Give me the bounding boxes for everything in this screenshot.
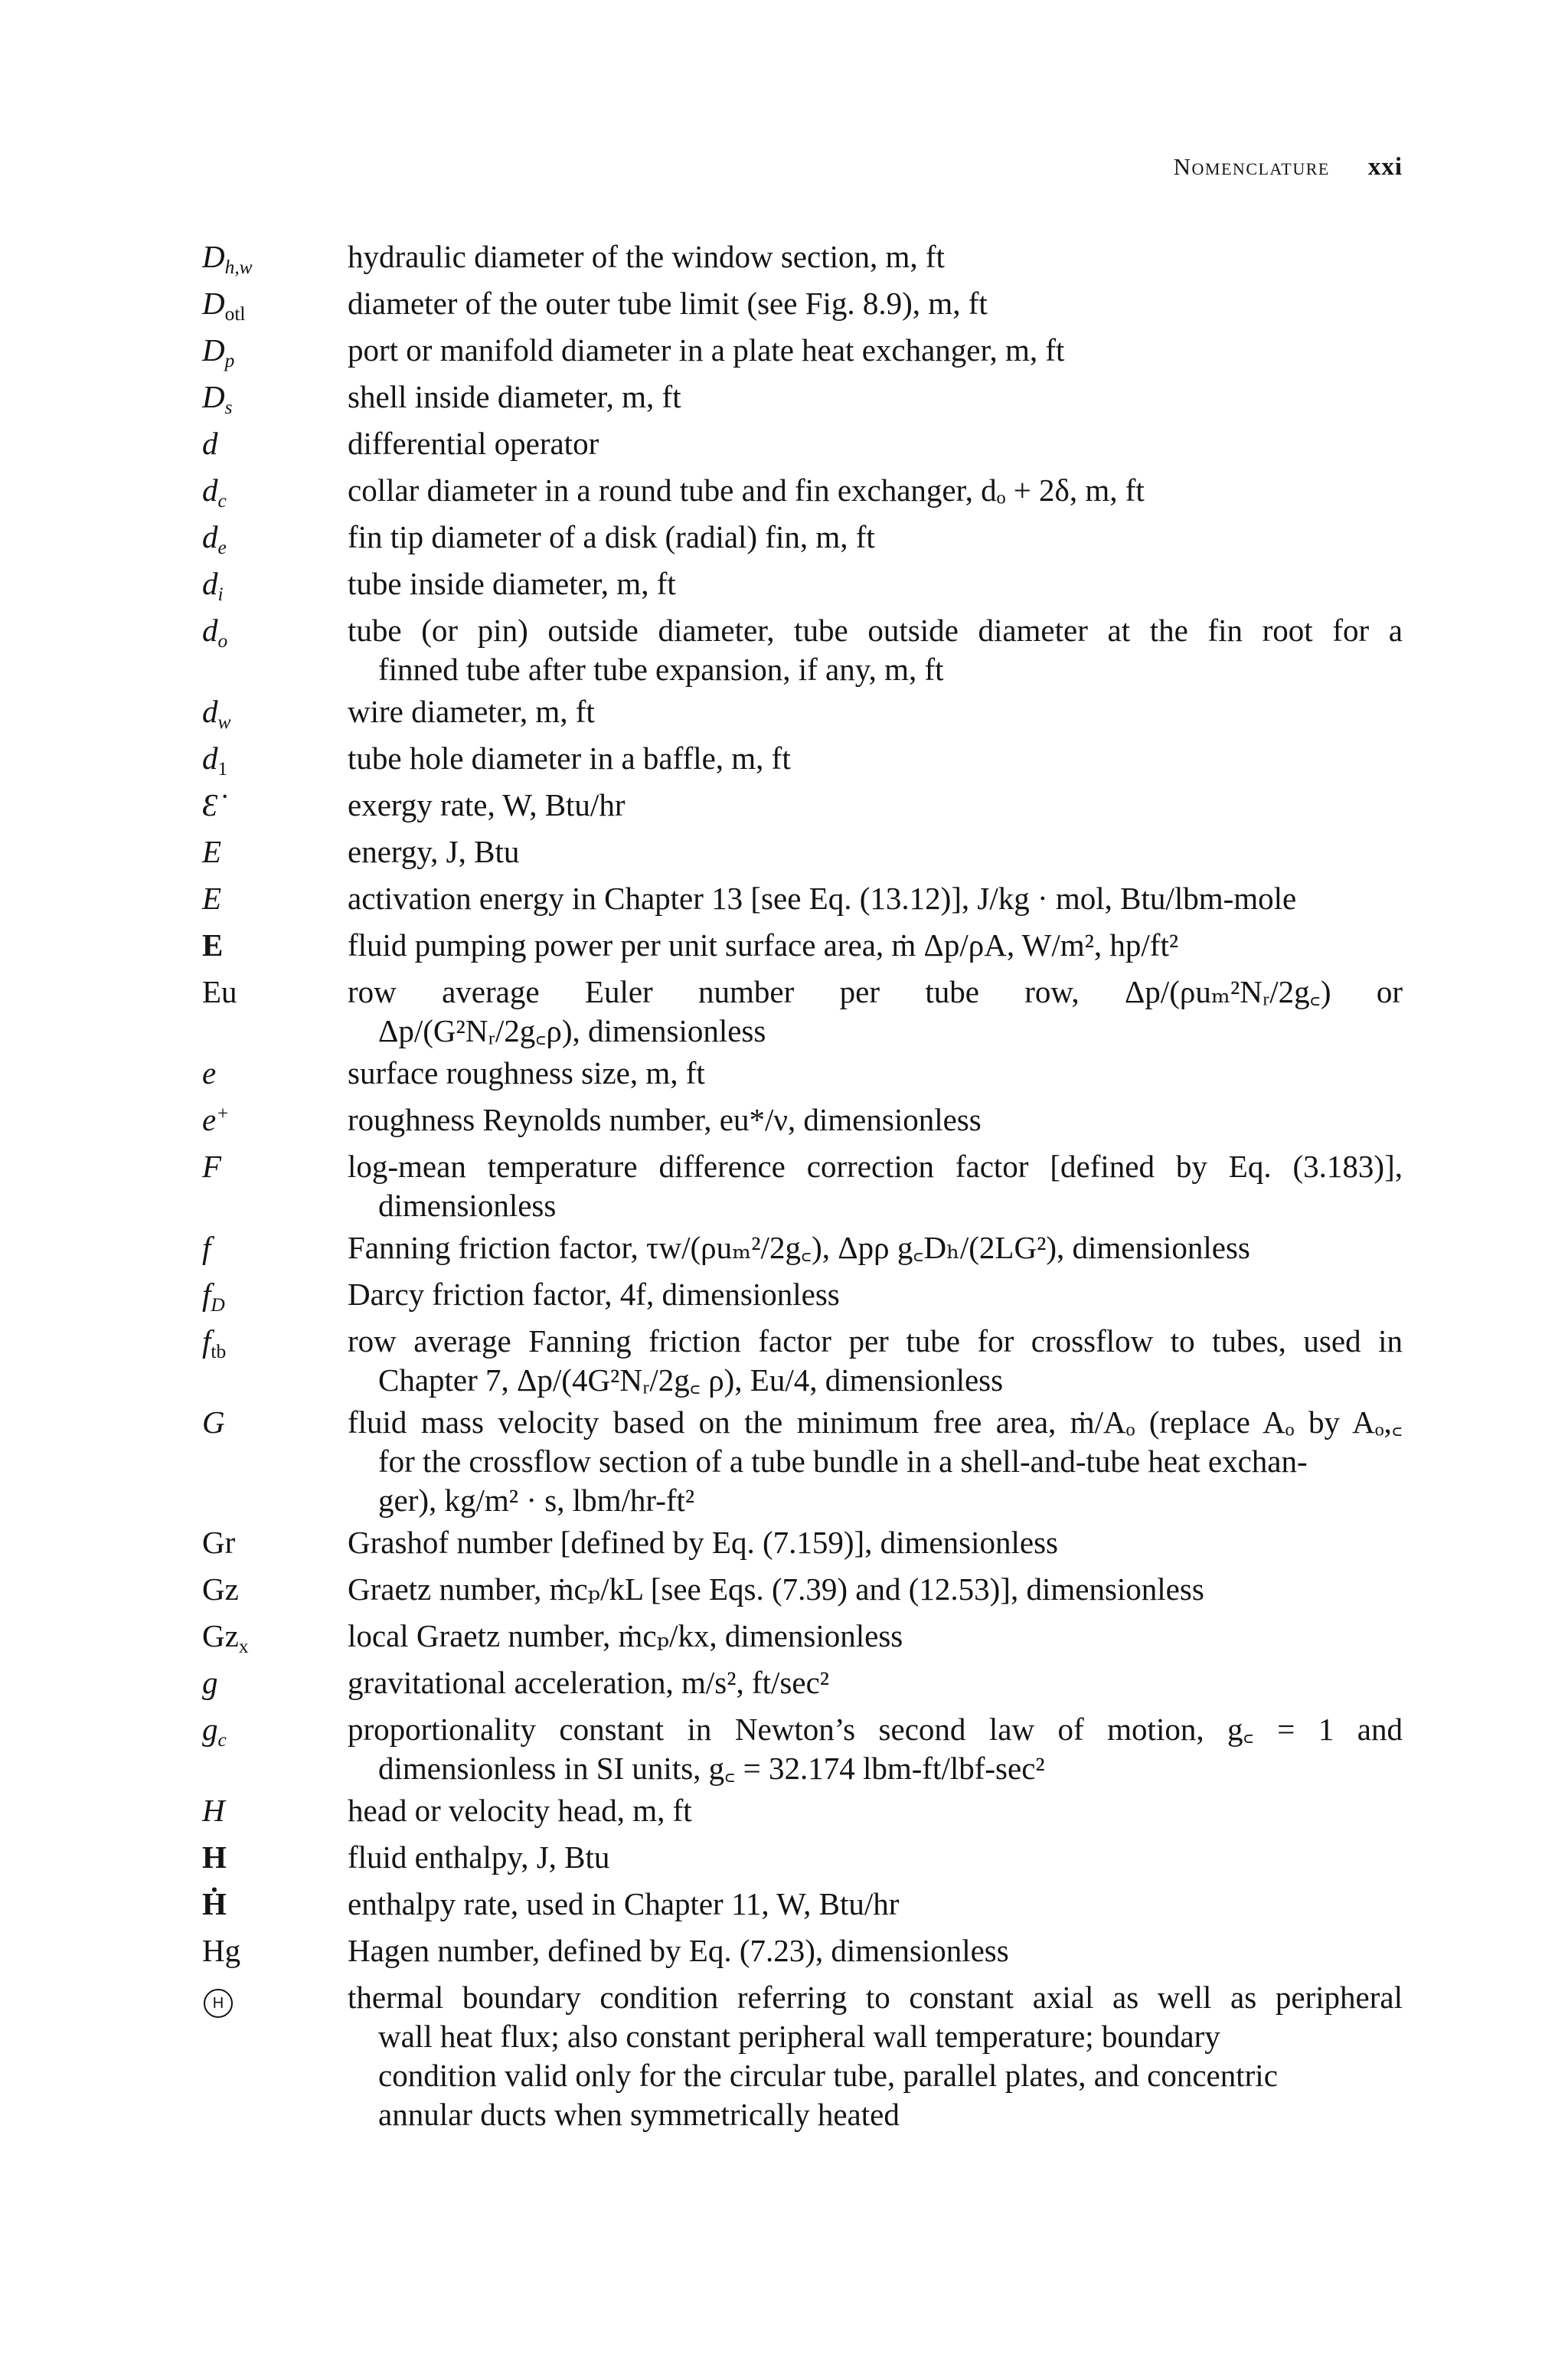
symbol-subscript: p xyxy=(224,350,235,372)
symbol-subscript: s xyxy=(224,397,233,419)
nomenclature-entry xyxy=(202,1051,1403,1097)
entry-symbol xyxy=(202,1520,348,1562)
entry-symbol xyxy=(202,468,348,510)
entry-definition xyxy=(348,1614,1403,1656)
nomenclature-entry xyxy=(202,1975,1403,2134)
nomenclature-entry xyxy=(202,1319,1403,1400)
entry-symbol xyxy=(202,1660,348,1702)
symbol-base: d xyxy=(202,613,218,648)
definition-line: proportionality constant in Newton’s second law of motion, g꜀ = 1 and xyxy=(348,1712,1403,1747)
definition-line: Graetz number, ṁcₚ/kL [see Eqs. (7.39) and (12.53)], dimensionless xyxy=(348,1571,1204,1607)
definition-line: fin tip diameter of a disk (radial) fin, m, ft xyxy=(348,519,875,554)
entry-definition xyxy=(348,374,1403,417)
nomenclature-entry xyxy=(202,1272,1403,1319)
entry-symbol xyxy=(202,608,348,650)
entry-definition xyxy=(348,783,1403,825)
definition-line: port or manifold diameter in a plate heat exchanger, m, ft xyxy=(348,332,1065,368)
entry-definition xyxy=(348,281,1403,323)
definition-line: Hagen number, defined by Eq. (7.23), dimensionless xyxy=(348,1933,1009,1968)
symbol-subscript: i xyxy=(217,584,224,606)
entry-symbol xyxy=(202,736,348,778)
entry-symbol xyxy=(202,1400,348,1442)
symbol-base: e xyxy=(202,1055,217,1091)
symbol-base: d xyxy=(202,694,218,729)
nomenclature-entry xyxy=(202,515,1403,561)
entry-definition xyxy=(348,1144,1403,1225)
symbol-base: G xyxy=(202,1404,225,1440)
entry-definition xyxy=(348,1400,1403,1520)
entry-definition xyxy=(348,1272,1403,1314)
definition-line: tube inside diameter, m, ft xyxy=(348,566,676,601)
symbol-base: Eu xyxy=(202,974,237,1009)
entry-definition xyxy=(348,234,1403,276)
entry-symbol xyxy=(202,1707,348,1749)
definition-line: local Graetz number, ṁcₚ/kx, dimensionless xyxy=(348,1618,903,1653)
entry-symbol xyxy=(202,374,348,417)
nomenclature-entry xyxy=(202,1144,1403,1225)
symbol-subscript: otl xyxy=(224,303,246,325)
symbol-subscript: 1 xyxy=(217,758,228,780)
entry-symbol xyxy=(202,1272,348,1314)
definition-line: enthalpy rate, used in Chapter 11, W, Btu/hr xyxy=(348,1886,900,1921)
symbol-base: H xyxy=(202,1839,227,1875)
entry-definition xyxy=(348,970,1403,1051)
symbol-base: F xyxy=(202,1149,222,1184)
nomenclature-entry xyxy=(202,1660,1403,1707)
entry-definition xyxy=(348,829,1403,871)
entry-symbol xyxy=(202,783,348,825)
symbol-base: Gz xyxy=(202,1571,239,1607)
entry-definition xyxy=(348,1788,1403,1830)
nomenclature-entry xyxy=(202,1882,1403,1928)
entry-definition xyxy=(348,1707,1403,1788)
entry-symbol xyxy=(202,1319,348,1361)
symbol-subscript: x xyxy=(238,1636,249,1658)
entry-symbol xyxy=(202,689,348,734)
definition-line: differential operator xyxy=(348,426,599,461)
symbol-base: Ɛ̇ xyxy=(202,787,218,822)
entry-definition xyxy=(348,515,1403,557)
nomenclature-entry xyxy=(202,608,1403,689)
definition-line: wire diameter, m, ft xyxy=(348,694,595,729)
nomenclature-entry xyxy=(202,783,1403,829)
entry-definition xyxy=(348,1097,1403,1140)
entry-symbol xyxy=(202,561,348,606)
definition-line: for the crossflow section of a tube bundle in a shell-and-tube heat exchan- xyxy=(378,1444,1308,1479)
definition-line: wall heat flux; also constant peripheral wall temperature; boundary xyxy=(378,2019,1220,2054)
nomenclature-entry xyxy=(202,970,1403,1051)
nomenclature-entry xyxy=(202,923,1403,970)
nomenclature-entry xyxy=(202,876,1403,923)
symbol-base: f xyxy=(202,1277,211,1312)
entry-symbol xyxy=(202,1928,348,1970)
symbol-subscript: w xyxy=(217,711,231,734)
definition-line: condition valid only for the circular tube, parallel plates, and concentric xyxy=(378,2058,1278,2093)
definition-line: row average Fanning friction factor per tube for crossflow to tubes, used in xyxy=(348,1323,1403,1359)
entry-symbol xyxy=(202,1882,348,1924)
definition-line: gravitational acceleration, m/s², ft/sec² xyxy=(348,1665,830,1700)
entry-definition xyxy=(348,1928,1403,1970)
nomenclature-entry xyxy=(202,829,1403,876)
entry-definition xyxy=(348,923,1403,965)
nomenclature-entry xyxy=(202,1707,1403,1788)
definition-line: Grashof number [defined by Eq. (7.159)], dimensionless xyxy=(348,1525,1058,1560)
nomenclature-entry xyxy=(202,736,1403,783)
symbol-base: Gz xyxy=(202,1618,239,1653)
symbol-base: H xyxy=(202,1793,225,1828)
entry-definition xyxy=(348,468,1403,510)
definition-line: tube (or pin) outside diameter, tube outside diameter at the fin root for a xyxy=(348,613,1403,648)
symbol-subscript: D xyxy=(211,1294,225,1316)
nomenclature-entry xyxy=(202,1400,1403,1520)
definition-line: thermal boundary condition referring to constant axial as well as peripheral xyxy=(348,1980,1403,2015)
nomenclature-entry xyxy=(202,1520,1403,1567)
nomenclature-entry xyxy=(202,281,1403,328)
symbol-base: Hg xyxy=(202,1933,241,1968)
nomenclature-entry xyxy=(202,1097,1403,1144)
entry-definition xyxy=(348,561,1403,603)
entry-symbol xyxy=(202,1835,348,1877)
entry-definition xyxy=(348,1835,1403,1877)
definition-line: row average Euler number per tube row, Δp/(ρuₘ²Nᵣ/2g꜀) or xyxy=(348,974,1403,1009)
symbol-base: Ḣ xyxy=(202,1886,227,1921)
definition-line: ger), kg/m² · s, lbm/hr-ft² xyxy=(378,1483,695,1518)
entry-definition xyxy=(348,736,1403,778)
definition-line: energy, J, Btu xyxy=(348,834,520,869)
entry-symbol xyxy=(202,1144,348,1186)
definition-line: Δp/(G²Nᵣ/2g꜀ρ), dimensionless xyxy=(378,1013,766,1048)
entry-definition xyxy=(348,1882,1403,1924)
entry-symbol xyxy=(202,1788,348,1830)
symbol-subscript: o xyxy=(217,630,228,652)
nomenclature-entry xyxy=(202,1614,1403,1660)
symbol-base: e xyxy=(202,1102,217,1137)
symbol-base: d xyxy=(202,473,218,508)
definition-line: finned tube after tube expansion, if any, m, ft xyxy=(378,652,944,687)
symbol-base: D xyxy=(202,379,225,414)
entry-definition xyxy=(348,328,1403,370)
entry-symbol xyxy=(202,1614,348,1656)
definition-line: activation energy in Chapter 13 [see Eq. (13.12)], J/kg · mol, Btu/lbm-mole xyxy=(348,881,1297,916)
entry-definition xyxy=(348,876,1403,918)
entry-symbol xyxy=(202,515,348,557)
nomenclature-entry xyxy=(202,421,1403,468)
definition-line: roughness Reynolds number, eu*/ν, dimensionless xyxy=(348,1102,982,1137)
symbol-base: g xyxy=(202,1665,218,1700)
nomenclature-entry xyxy=(202,328,1403,374)
entry-symbol xyxy=(202,876,348,918)
entry-definition xyxy=(348,421,1403,463)
definition-line: fluid enthalpy, J, Btu xyxy=(348,1839,610,1875)
definition-line: dimensionless xyxy=(378,1188,557,1223)
entry-symbol xyxy=(202,281,348,323)
symbol-subscript: h,w xyxy=(224,257,253,279)
entry-symbol xyxy=(202,234,348,279)
nomenclature-entry xyxy=(202,234,1403,281)
definition-line: fluid mass velocity based on the minimum free area, ṁ/Aₒ (replace Aₒ by Aₒ,꜀ xyxy=(348,1404,1403,1440)
definition-line: Chapter 7, Δp/(4G²Nᵣ/2g꜀ ρ), Eu/4, dimensionless xyxy=(378,1362,1004,1398)
nomenclature-entry xyxy=(202,374,1403,421)
entry-definition xyxy=(348,608,1403,689)
entry-symbol xyxy=(202,1567,348,1609)
entry-symbol xyxy=(202,1975,348,2018)
circled-h-symbol: H xyxy=(204,1989,233,2018)
definition-line: collar diameter in a round tube and fin exchanger, dₒ + 2δ, m, ft xyxy=(348,473,1145,508)
symbol-base: d xyxy=(202,566,218,601)
entry-symbol xyxy=(202,1097,348,1140)
definition-line: dimensionless in SI units, g꜀ = 32.174 lbm-ft/lbf-sec² xyxy=(378,1751,1045,1786)
page-number: xxi xyxy=(1367,153,1403,181)
entry-definition xyxy=(348,1975,1403,2134)
entry-symbol xyxy=(202,829,348,871)
symbol-base: g xyxy=(202,1712,218,1747)
entry-definition xyxy=(348,1051,1403,1093)
definition-line: surface roughness size, m, ft xyxy=(348,1055,705,1091)
entry-definition xyxy=(348,1520,1403,1562)
nomenclature-entry xyxy=(202,1928,1403,1975)
definition-line: head or velocity head, m, ft xyxy=(348,1793,692,1828)
definition-line: diameter of the outer tube limit (see Fig. 8.9), m, ft xyxy=(348,286,988,321)
symbol-base: d xyxy=(202,741,218,776)
definition-line: Darcy friction factor, 4f, dimensionless xyxy=(348,1277,840,1312)
nomenclature-entry xyxy=(202,561,1403,608)
symbol-subscript: tb xyxy=(211,1341,227,1363)
symbol-base: E xyxy=(202,927,224,963)
symbol-subscript: c xyxy=(217,490,227,512)
nomenclature-entry xyxy=(202,468,1403,515)
symbol-base: E xyxy=(202,881,222,916)
definition-line: Fanning friction factor, τw/(ρuₘ²/2g꜀), Δpρ g꜀Dₕ/(2LG²), dimensionless xyxy=(348,1230,1250,1265)
entry-symbol xyxy=(202,970,348,1012)
symbol-base: f xyxy=(202,1323,211,1359)
definition-line: fluid pumping power per unit surface area, ṁ Δp/ρA, W/m², hp/ft² xyxy=(348,927,1179,963)
entry-symbol xyxy=(202,421,348,463)
entry-symbol xyxy=(202,923,348,965)
symbol-base: Gr xyxy=(202,1525,236,1560)
nomenclature-entry xyxy=(202,689,1403,736)
definition-line: hydraulic diameter of the window section, m, ft xyxy=(348,239,945,274)
definition-line: shell inside diameter, m, ft xyxy=(348,379,681,414)
definition-line: exergy rate, W, Btu/hr xyxy=(348,787,626,822)
nomenclature-list xyxy=(202,234,1403,2134)
definition-line: log-mean temperature difference correction factor [defined by Eq. (3.183)], xyxy=(348,1149,1403,1184)
symbol-base: d xyxy=(202,426,218,461)
symbol-base: f xyxy=(202,1230,211,1265)
definition-line: tube hole diameter in a baffle, m, ft xyxy=(348,741,791,776)
entry-symbol xyxy=(202,328,348,370)
symbol-subscript: c xyxy=(217,1729,227,1751)
symbol-superscript: + xyxy=(216,1103,230,1125)
symbol-subscript: e xyxy=(217,537,227,559)
definition-line: annular ducts when symmetrically heated xyxy=(378,2097,900,2132)
entry-definition xyxy=(348,1660,1403,1702)
entry-definition xyxy=(348,1567,1403,1609)
symbol-base: D xyxy=(202,286,225,321)
nomenclature-entry xyxy=(202,1567,1403,1614)
symbol-base: d xyxy=(202,519,218,554)
running-header xyxy=(1174,153,1403,181)
symbol-base: E xyxy=(202,834,222,869)
symbol-base: D xyxy=(202,239,225,274)
nomenclature-entry xyxy=(202,1225,1403,1272)
header-title: Nomenclature xyxy=(1173,153,1330,180)
nomenclature-entry xyxy=(202,1835,1403,1882)
entry-definition xyxy=(348,1225,1403,1267)
nomenclature-entry xyxy=(202,1788,1403,1835)
entry-symbol xyxy=(202,1051,348,1093)
entry-definition xyxy=(348,1319,1403,1400)
entry-definition xyxy=(348,689,1403,731)
entry-symbol xyxy=(202,1225,348,1267)
symbol-base: D xyxy=(202,332,225,368)
